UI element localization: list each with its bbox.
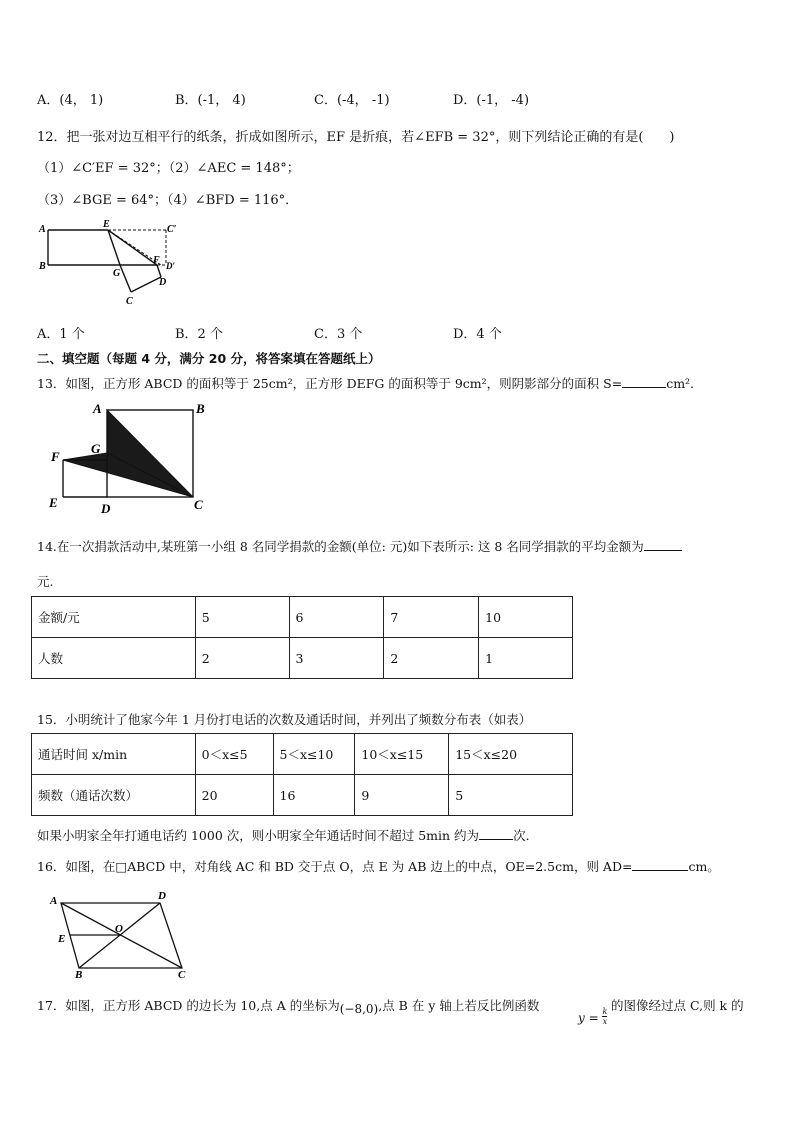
q16-text [37, 857, 720, 875]
q16-text-before: 16．如图，在□ABCD 中，对角线 AC 和 BD 交于点 O，点 E 为 AB 边上的中点，OE=2.5cm，则 AD= [37, 859, 633, 874]
table-cell: 2 [195, 638, 289, 679]
q17-function [578, 1003, 608, 1026]
q13-label-f: F [51, 449, 60, 464]
table-cell: 20 [195, 775, 273, 816]
q12-option-a: A．1 个 [37, 327, 85, 342]
table-cell: 15＜x≤20 [449, 734, 573, 775]
table-row [32, 734, 573, 775]
q12-label-d: D [159, 277, 167, 288]
q14-answer-blank[interactable] [644, 538, 682, 551]
q14-unit: 元. [37, 574, 54, 589]
q13-label-a: A [93, 401, 102, 416]
table-cell: 7 [384, 597, 479, 638]
table-cell: 10 [479, 597, 573, 638]
q16-label-d: D [158, 890, 166, 902]
table-cell: 频数（通话次数） [32, 775, 196, 816]
q12-label-c-prime: C′ [167, 224, 177, 235]
q13-label-d: D [101, 501, 111, 514]
table-cell: 1 [479, 638, 573, 679]
q13-label-b: B [196, 401, 205, 416]
q11-option-c: C．(-4， -1) [314, 93, 390, 108]
q11-option-b: B．(-1， 4) [175, 93, 246, 108]
q17-func-denominator: x [602, 1017, 608, 1026]
q12-label-e: E [103, 219, 110, 230]
q15-answer-blank[interactable] [479, 827, 513, 840]
q11-option-a: A．(4， 1) [37, 93, 104, 108]
q16-text-after: cm。 [688, 859, 720, 874]
table-cell: 人数 [32, 638, 196, 679]
section-heading: 二、填空题（每题 4 分，满分 20 分，将答案填在答题纸上） [37, 351, 381, 366]
q16-answer-blank[interactable] [632, 858, 688, 871]
q15-frequency-table [31, 733, 573, 816]
q12-option-b: B．2 个 [175, 327, 223, 342]
table-cell: 0＜x≤5 [195, 734, 273, 775]
table-cell: 2 [384, 638, 479, 679]
table-cell: 5 [195, 597, 289, 638]
q12-line2: （3）∠BGE = 64°；（4）∠BFD = 116°． [37, 193, 299, 208]
q13-squares-figure [45, 399, 220, 514]
table-row [32, 775, 573, 816]
table-cell: 9 [355, 775, 449, 816]
table-cell: 金额/元 [32, 597, 196, 638]
q13-answer-blank[interactable] [622, 375, 666, 388]
table-row [32, 597, 573, 638]
q15-followup-after: 次． [513, 828, 539, 843]
table-row [32, 638, 573, 679]
table-cell: 3 [289, 638, 384, 679]
q15-text: 15．小明统计了他家今年 1 月份打电话的次数及通话时间，并列出了频数分布表（如表） [37, 712, 532, 727]
q13-text-before: 13．如图，正方形 ABCD 的面积等于 25cm²，正方形 DEFG 的面积等于 9cm²，则阴影部分的面积 S= [37, 376, 623, 391]
q12-stem: 12．把一张对边互相平行的纸条，折成如图所示，EF 是折痕，若∠EFB = 32°，则下列结论正确的有是( ) [37, 130, 675, 145]
q13-text [37, 374, 694, 392]
q17-text [37, 996, 539, 1014]
q13-text-after: cm². [666, 376, 695, 391]
q12-label-f: F [153, 255, 160, 266]
q12-folded-strip-figure [35, 218, 185, 308]
q12-label-g: G [113, 268, 121, 279]
q12-label-b: B [39, 261, 46, 272]
q17-text-c: 的图像经过点 C,则 k 的 [611, 998, 744, 1013]
q12-line1: （1）∠C′EF = 32°；（2）∠AEC = 148°； [37, 161, 300, 176]
q15-followup [37, 826, 538, 844]
q17-text-a: 17．如图，正方形 ABCD 的边长为 10,点 A 的坐标为 [37, 998, 340, 1013]
q16-label-c: C [178, 969, 186, 980]
q16-label-a: A [50, 895, 58, 907]
q14-donation-table [31, 596, 573, 679]
q17-coord: (−8,0) [339, 1002, 379, 1016]
q12-label-d-prime: D′ [166, 261, 176, 271]
q16-label-o: O [115, 923, 123, 935]
q12-option-c: C．3 个 [314, 327, 363, 342]
q13-label-g: G [91, 441, 101, 456]
q14-text [37, 537, 682, 555]
q12-option-d: D．4 个 [453, 327, 502, 342]
table-cell: 16 [273, 775, 355, 816]
q14-text-before: 14.在一次捐款活动中,某班第一小组 8 名同学捐款的金额(单位: 元)如下表所示: 这 8 名同学捐款的平均金额为 [37, 539, 644, 554]
table-cell: 6 [289, 597, 384, 638]
table-cell: 5＜x≤10 [273, 734, 355, 775]
q13-label-e: E [49, 495, 58, 510]
q17-text-b: ,点 B 在 y 轴上若反比例函数 [378, 998, 540, 1013]
q15-followup-before: 如果小明家全年打通电话约 1000 次，则小明家全年通话时间不超过 5min 约为 [37, 828, 480, 843]
q16-label-b: B [75, 969, 83, 980]
q12-label-a: A [39, 224, 46, 235]
q16-label-e: E [58, 933, 66, 945]
table-cell: 5 [449, 775, 573, 816]
q11-option-d: D．(-1， -4) [453, 93, 530, 108]
table-cell: 10＜x≤15 [355, 734, 449, 775]
q16-parallelogram-figure [48, 888, 198, 980]
q13-label-c: C [194, 497, 203, 512]
q17-func-y: y = [578, 1011, 599, 1025]
q17-func-numerator: k [602, 1007, 608, 1016]
table-cell: 通话时间 x/min [32, 734, 196, 775]
q12-label-c: C [126, 296, 133, 307]
